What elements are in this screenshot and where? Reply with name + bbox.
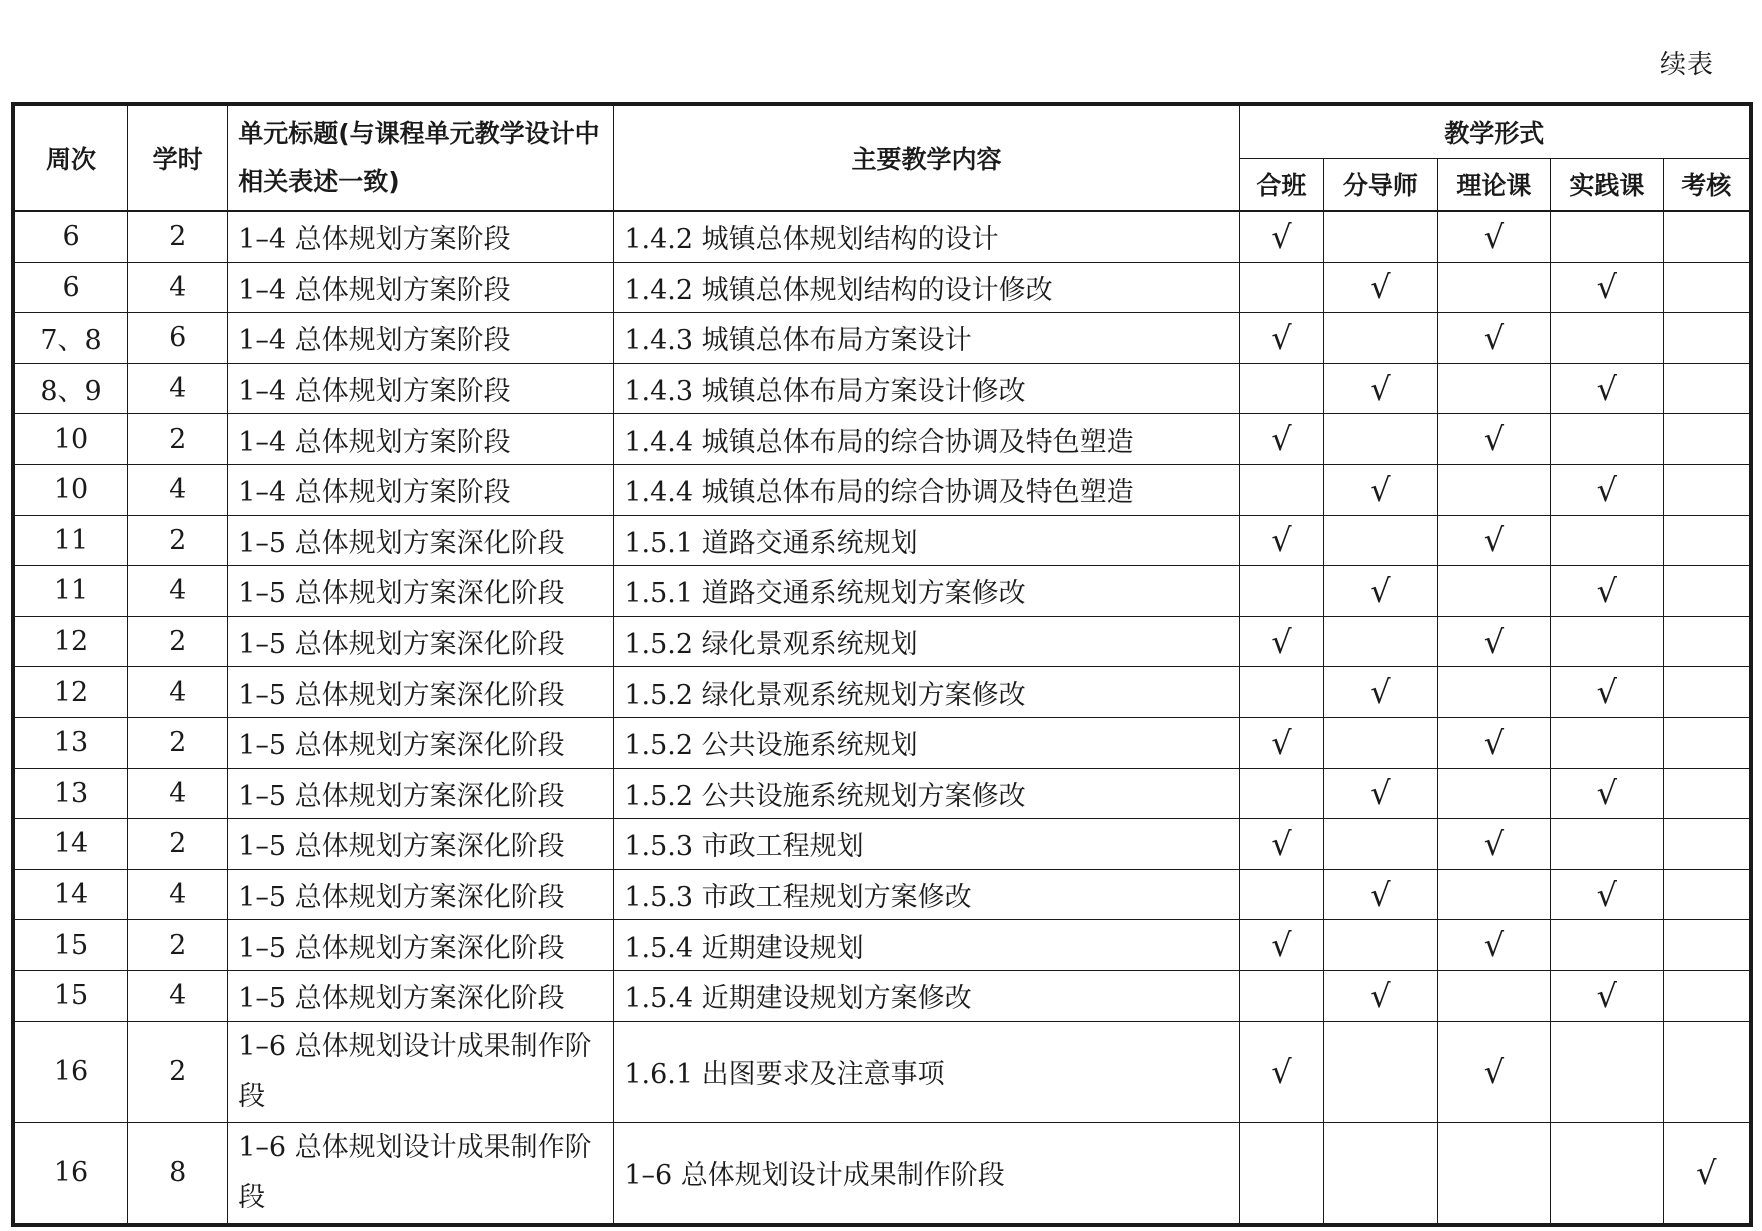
cell-hours: 4 [128, 464, 228, 515]
cell-hours: 2 [128, 920, 228, 971]
cell-form-combined-class [1239, 819, 1324, 870]
check-icon: √ [1370, 369, 1391, 408]
cell-form-practice [1551, 869, 1663, 920]
cell-form-combined-class [1239, 920, 1324, 971]
cell-hours: 2 [128, 616, 228, 667]
cell-hours: 2 [128, 717, 228, 768]
cell-form-theory [1437, 1021, 1550, 1122]
check-icon: √ [1596, 774, 1618, 813]
cell-week: 10 [13, 414, 128, 465]
check-icon: √ [1483, 1052, 1505, 1091]
table-row [13, 515, 1751, 566]
check-icon: √ [1483, 318, 1505, 357]
check-icon: √ [1370, 976, 1391, 1015]
cell-form-assessment [1663, 1021, 1751, 1122]
cell-form-practice [1551, 717, 1663, 768]
cell-week: 11 [13, 566, 128, 617]
cell-form-theory [1437, 768, 1550, 819]
cell-content: 1.5.2 公共设施系统规划方案修改 [614, 768, 1239, 819]
check-icon: √ [1271, 723, 1292, 762]
check-icon: √ [1483, 622, 1505, 661]
header-form-assessment: 考核 [1663, 158, 1751, 211]
cell-form-tutor [1324, 768, 1437, 819]
cell-hours: 8 [128, 1122, 228, 1225]
cell-form-combined-class [1239, 1122, 1324, 1225]
cell-form-combined-class [1239, 464, 1324, 515]
header-form-tutor: 分导师 [1324, 158, 1437, 211]
cell-form-assessment [1663, 1122, 1751, 1225]
cell-form-assessment [1663, 819, 1751, 870]
cell-hours: 2 [128, 1021, 228, 1122]
cell-form-combined-class [1239, 667, 1324, 718]
table-row [13, 717, 1751, 768]
cell-hours: 4 [128, 566, 228, 617]
table-row [13, 970, 1751, 1021]
cell-hours: 4 [128, 262, 228, 313]
table-row [13, 211, 1751, 262]
table-header [13, 104, 1751, 211]
cell-content: 1.4.3 城镇总体布局方案设计 [614, 313, 1239, 364]
check-icon: √ [1483, 926, 1505, 965]
header-hours: 学时 [128, 104, 228, 211]
cell-form-assessment [1663, 667, 1751, 718]
cell-content: 1.4.4 城镇总体布局的综合协调及特色塑造 [614, 464, 1239, 515]
cell-unit-title: 1–5 总体规划方案深化阶段 [228, 970, 614, 1021]
check-icon: √ [1483, 824, 1505, 863]
cell-form-theory [1437, 313, 1550, 364]
cell-form-practice [1551, 363, 1663, 414]
cell-form-theory [1437, 616, 1550, 667]
cell-form-theory [1437, 515, 1550, 566]
table-row [13, 313, 1751, 364]
check-icon: √ [1596, 470, 1618, 509]
cell-unit-title: 1–4 总体规划方案阶段 [228, 464, 614, 515]
cell-week: 15 [13, 970, 128, 1021]
cell-form-theory [1437, 464, 1550, 515]
cell-form-assessment [1663, 464, 1751, 515]
cell-week: 14 [13, 869, 128, 920]
cell-form-practice [1551, 262, 1663, 313]
table-row [13, 869, 1751, 920]
cell-week: 6 [13, 262, 128, 313]
cell-form-combined-class [1239, 1021, 1324, 1122]
table-row [13, 1021, 1751, 1122]
header-unit-title: 单元标题(与课程单元教学设计中相关表述一致) [228, 104, 614, 211]
cell-hours: 4 [128, 970, 228, 1021]
cell-content: 1.5.2 绿化景观系统规划方案修改 [614, 667, 1239, 718]
check-icon: √ [1596, 673, 1618, 712]
cell-hours: 2 [128, 414, 228, 465]
check-icon: √ [1370, 268, 1391, 307]
cell-form-tutor [1324, 970, 1437, 1021]
table-row [13, 262, 1751, 313]
cell-week: 16 [13, 1021, 128, 1122]
check-icon: √ [1271, 926, 1292, 965]
cell-form-theory [1437, 211, 1550, 262]
cell-form-assessment [1663, 869, 1751, 920]
cell-form-practice [1551, 819, 1663, 870]
table-row [13, 667, 1751, 718]
cell-week: 10 [13, 464, 128, 515]
cell-unit-title: 1–5 总体规划方案深化阶段 [228, 515, 614, 566]
cell-form-practice [1551, 313, 1663, 364]
cell-form-tutor [1324, 566, 1437, 617]
cell-content: 1.5.1 道路交通系统规划 [614, 515, 1239, 566]
cell-unit-title: 1–5 总体规划方案深化阶段 [228, 920, 614, 971]
cell-unit-title: 1–5 总体规划方案深化阶段 [228, 768, 614, 819]
cell-content: 1.4.4 城镇总体布局的综合协调及特色塑造 [614, 414, 1239, 465]
header-form-theory: 理论课 [1437, 158, 1550, 211]
cell-form-combined-class [1239, 869, 1324, 920]
cell-form-practice [1551, 464, 1663, 515]
cell-week: 8、9 [13, 363, 128, 414]
cell-form-practice [1551, 1122, 1663, 1225]
cell-week: 14 [13, 819, 128, 870]
continued-table-caption: 续表 [1659, 50, 1714, 80]
table-row [13, 768, 1751, 819]
cell-form-practice [1551, 414, 1663, 465]
check-icon: √ [1596, 369, 1618, 408]
cell-form-theory [1437, 717, 1550, 768]
cell-form-combined-class [1239, 768, 1324, 819]
check-icon: √ [1596, 976, 1618, 1015]
check-icon: √ [1483, 521, 1505, 560]
table-row [13, 414, 1751, 465]
cell-content: 1.4.2 城镇总体规划结构的设计 [614, 211, 1239, 262]
cell-form-practice [1551, 1021, 1663, 1122]
table-row [13, 363, 1751, 414]
cell-content: 1.6.1 出图要求及注意事项 [614, 1021, 1239, 1122]
cell-week: 11 [13, 515, 128, 566]
table-row [13, 1122, 1751, 1225]
cell-form-practice [1551, 566, 1663, 617]
cell-week: 6 [13, 211, 128, 262]
check-icon: √ [1271, 521, 1292, 560]
cell-form-tutor [1324, 211, 1437, 262]
cell-form-combined-class [1239, 970, 1324, 1021]
cell-form-combined-class [1239, 313, 1324, 364]
cell-form-theory [1437, 262, 1550, 313]
cell-form-assessment [1663, 313, 1751, 364]
cell-form-tutor [1324, 819, 1437, 870]
cell-form-combined-class [1239, 515, 1324, 566]
cell-hours: 2 [128, 211, 228, 262]
header-form-combined-class: 合班 [1239, 158, 1324, 211]
cell-form-theory [1437, 920, 1550, 971]
check-icon: √ [1596, 268, 1618, 307]
check-icon: √ [1370, 571, 1391, 610]
cell-content: 1.5.4 近期建设规划 [614, 920, 1239, 971]
cell-form-assessment [1663, 262, 1751, 313]
cell-hours: 4 [128, 768, 228, 819]
cell-form-tutor [1324, 869, 1437, 920]
cell-content: 1.5.3 市政工程规划 [614, 819, 1239, 870]
cell-content: 1–6 总体规划设计成果制作阶段 [614, 1122, 1239, 1225]
cell-form-theory [1437, 869, 1550, 920]
cell-content: 1.5.1 道路交通系统规划方案修改 [614, 566, 1239, 617]
cell-form-combined-class [1239, 566, 1324, 617]
cell-form-combined-class [1239, 363, 1324, 414]
cell-content: 1.5.2 公共设施系统规划 [614, 717, 1239, 768]
cell-form-tutor [1324, 1122, 1437, 1225]
cell-content: 1.5.4 近期建设规划方案修改 [614, 970, 1239, 1021]
check-icon: √ [1596, 875, 1618, 914]
cell-form-assessment [1663, 515, 1751, 566]
cell-unit-title: 1–6 总体规划设计成果制作阶段 [228, 1122, 614, 1225]
cell-form-tutor [1324, 313, 1437, 364]
cell-hours: 4 [128, 667, 228, 718]
cell-form-practice [1551, 667, 1663, 718]
check-icon: √ [1370, 470, 1391, 509]
cell-unit-title: 1–4 总体规划方案阶段 [228, 211, 614, 262]
cell-form-assessment [1663, 566, 1751, 617]
cell-unit-title: 1–5 总体规划方案深化阶段 [228, 667, 614, 718]
cell-hours: 4 [128, 363, 228, 414]
cell-unit-title: 1–5 总体规划方案深化阶段 [228, 616, 614, 667]
cell-unit-title: 1–4 总体规划方案阶段 [228, 262, 614, 313]
table-row [13, 566, 1751, 617]
cell-content: 1.4.2 城镇总体规划结构的设计修改 [614, 262, 1239, 313]
check-icon: √ [1271, 824, 1292, 863]
cell-week: 12 [13, 616, 128, 667]
cell-unit-title: 1–6 总体规划设计成果制作阶段 [228, 1021, 614, 1122]
cell-form-combined-class [1239, 717, 1324, 768]
cell-form-tutor [1324, 717, 1437, 768]
cell-unit-title: 1–5 总体规划方案深化阶段 [228, 566, 614, 617]
check-icon: √ [1483, 723, 1505, 762]
check-icon: √ [1696, 1153, 1717, 1192]
check-icon: √ [1370, 875, 1391, 914]
check-icon: √ [1483, 217, 1505, 256]
check-icon: √ [1483, 420, 1505, 459]
check-icon: √ [1271, 622, 1292, 661]
cell-week: 12 [13, 667, 128, 718]
cell-week: 15 [13, 920, 128, 971]
cell-form-combined-class [1239, 616, 1324, 667]
cell-form-tutor [1324, 667, 1437, 718]
cell-form-practice [1551, 768, 1663, 819]
cell-unit-title: 1–4 总体规划方案阶段 [228, 363, 614, 414]
cell-form-assessment [1663, 616, 1751, 667]
cell-hours: 2 [128, 819, 228, 870]
cell-form-tutor [1324, 616, 1437, 667]
cell-form-practice [1551, 211, 1663, 262]
cell-form-theory [1437, 363, 1550, 414]
cell-form-tutor [1324, 363, 1437, 414]
check-icon: √ [1271, 217, 1292, 256]
cell-content: 1.5.2 绿化景观系统规划 [614, 616, 1239, 667]
cell-form-combined-class [1239, 211, 1324, 262]
cell-form-practice [1551, 920, 1663, 971]
cell-form-practice [1551, 616, 1663, 667]
cell-unit-title: 1–5 总体规划方案深化阶段 [228, 717, 614, 768]
check-icon: √ [1271, 420, 1292, 459]
table-body [13, 211, 1751, 1225]
header-week: 周次 [13, 104, 128, 211]
cell-week: 16 [13, 1122, 128, 1225]
cell-form-tutor [1324, 1021, 1437, 1122]
check-icon: √ [1271, 318, 1292, 357]
cell-form-practice [1551, 970, 1663, 1021]
table-row [13, 464, 1751, 515]
cell-hours: 2 [128, 515, 228, 566]
cell-week: 13 [13, 717, 128, 768]
cell-week: 13 [13, 768, 128, 819]
cell-unit-title: 1–5 总体规划方案深化阶段 [228, 819, 614, 870]
cell-unit-title: 1–4 总体规划方案阶段 [228, 414, 614, 465]
cell-form-theory [1437, 414, 1550, 465]
cell-form-theory [1437, 566, 1550, 617]
cell-form-theory [1437, 667, 1550, 718]
cell-hours: 4 [128, 869, 228, 920]
check-icon: √ [1271, 1052, 1292, 1091]
cell-unit-title: 1–5 总体规划方案深化阶段 [228, 869, 614, 920]
cell-form-combined-class [1239, 414, 1324, 465]
cell-form-tutor [1324, 920, 1437, 971]
cell-form-theory [1437, 1122, 1550, 1225]
table-row [13, 819, 1751, 870]
cell-form-assessment [1663, 970, 1751, 1021]
check-icon: √ [1370, 673, 1391, 712]
table-row [13, 920, 1751, 971]
cell-form-assessment [1663, 414, 1751, 465]
cell-form-tutor [1324, 262, 1437, 313]
cell-form-theory [1437, 819, 1550, 870]
cell-form-combined-class [1239, 262, 1324, 313]
cell-form-practice [1551, 515, 1663, 566]
cell-content: 1.5.3 市政工程规划方案修改 [614, 869, 1239, 920]
cell-hours: 6 [128, 313, 228, 364]
cell-form-assessment [1663, 920, 1751, 971]
cell-unit-title: 1–4 总体规划方案阶段 [228, 313, 614, 364]
cell-content: 1.4.3 城镇总体布局方案设计修改 [614, 363, 1239, 414]
cell-form-tutor [1324, 464, 1437, 515]
header-content: 主要教学内容 [614, 104, 1239, 211]
cell-form-assessment [1663, 363, 1751, 414]
cell-form-assessment [1663, 768, 1751, 819]
check-icon: √ [1596, 571, 1618, 610]
cell-form-tutor [1324, 515, 1437, 566]
table-row [13, 616, 1751, 667]
cell-form-assessment [1663, 211, 1751, 262]
header-form-practice: 实践课 [1551, 158, 1663, 211]
cell-form-tutor [1324, 414, 1437, 465]
cell-form-assessment [1663, 717, 1751, 768]
cell-form-theory [1437, 970, 1550, 1021]
check-icon: √ [1370, 774, 1391, 813]
teaching-schedule-table [11, 102, 1753, 1227]
cell-week: 7、8 [13, 313, 128, 364]
header-teaching-form: 教学形式 [1239, 104, 1751, 158]
